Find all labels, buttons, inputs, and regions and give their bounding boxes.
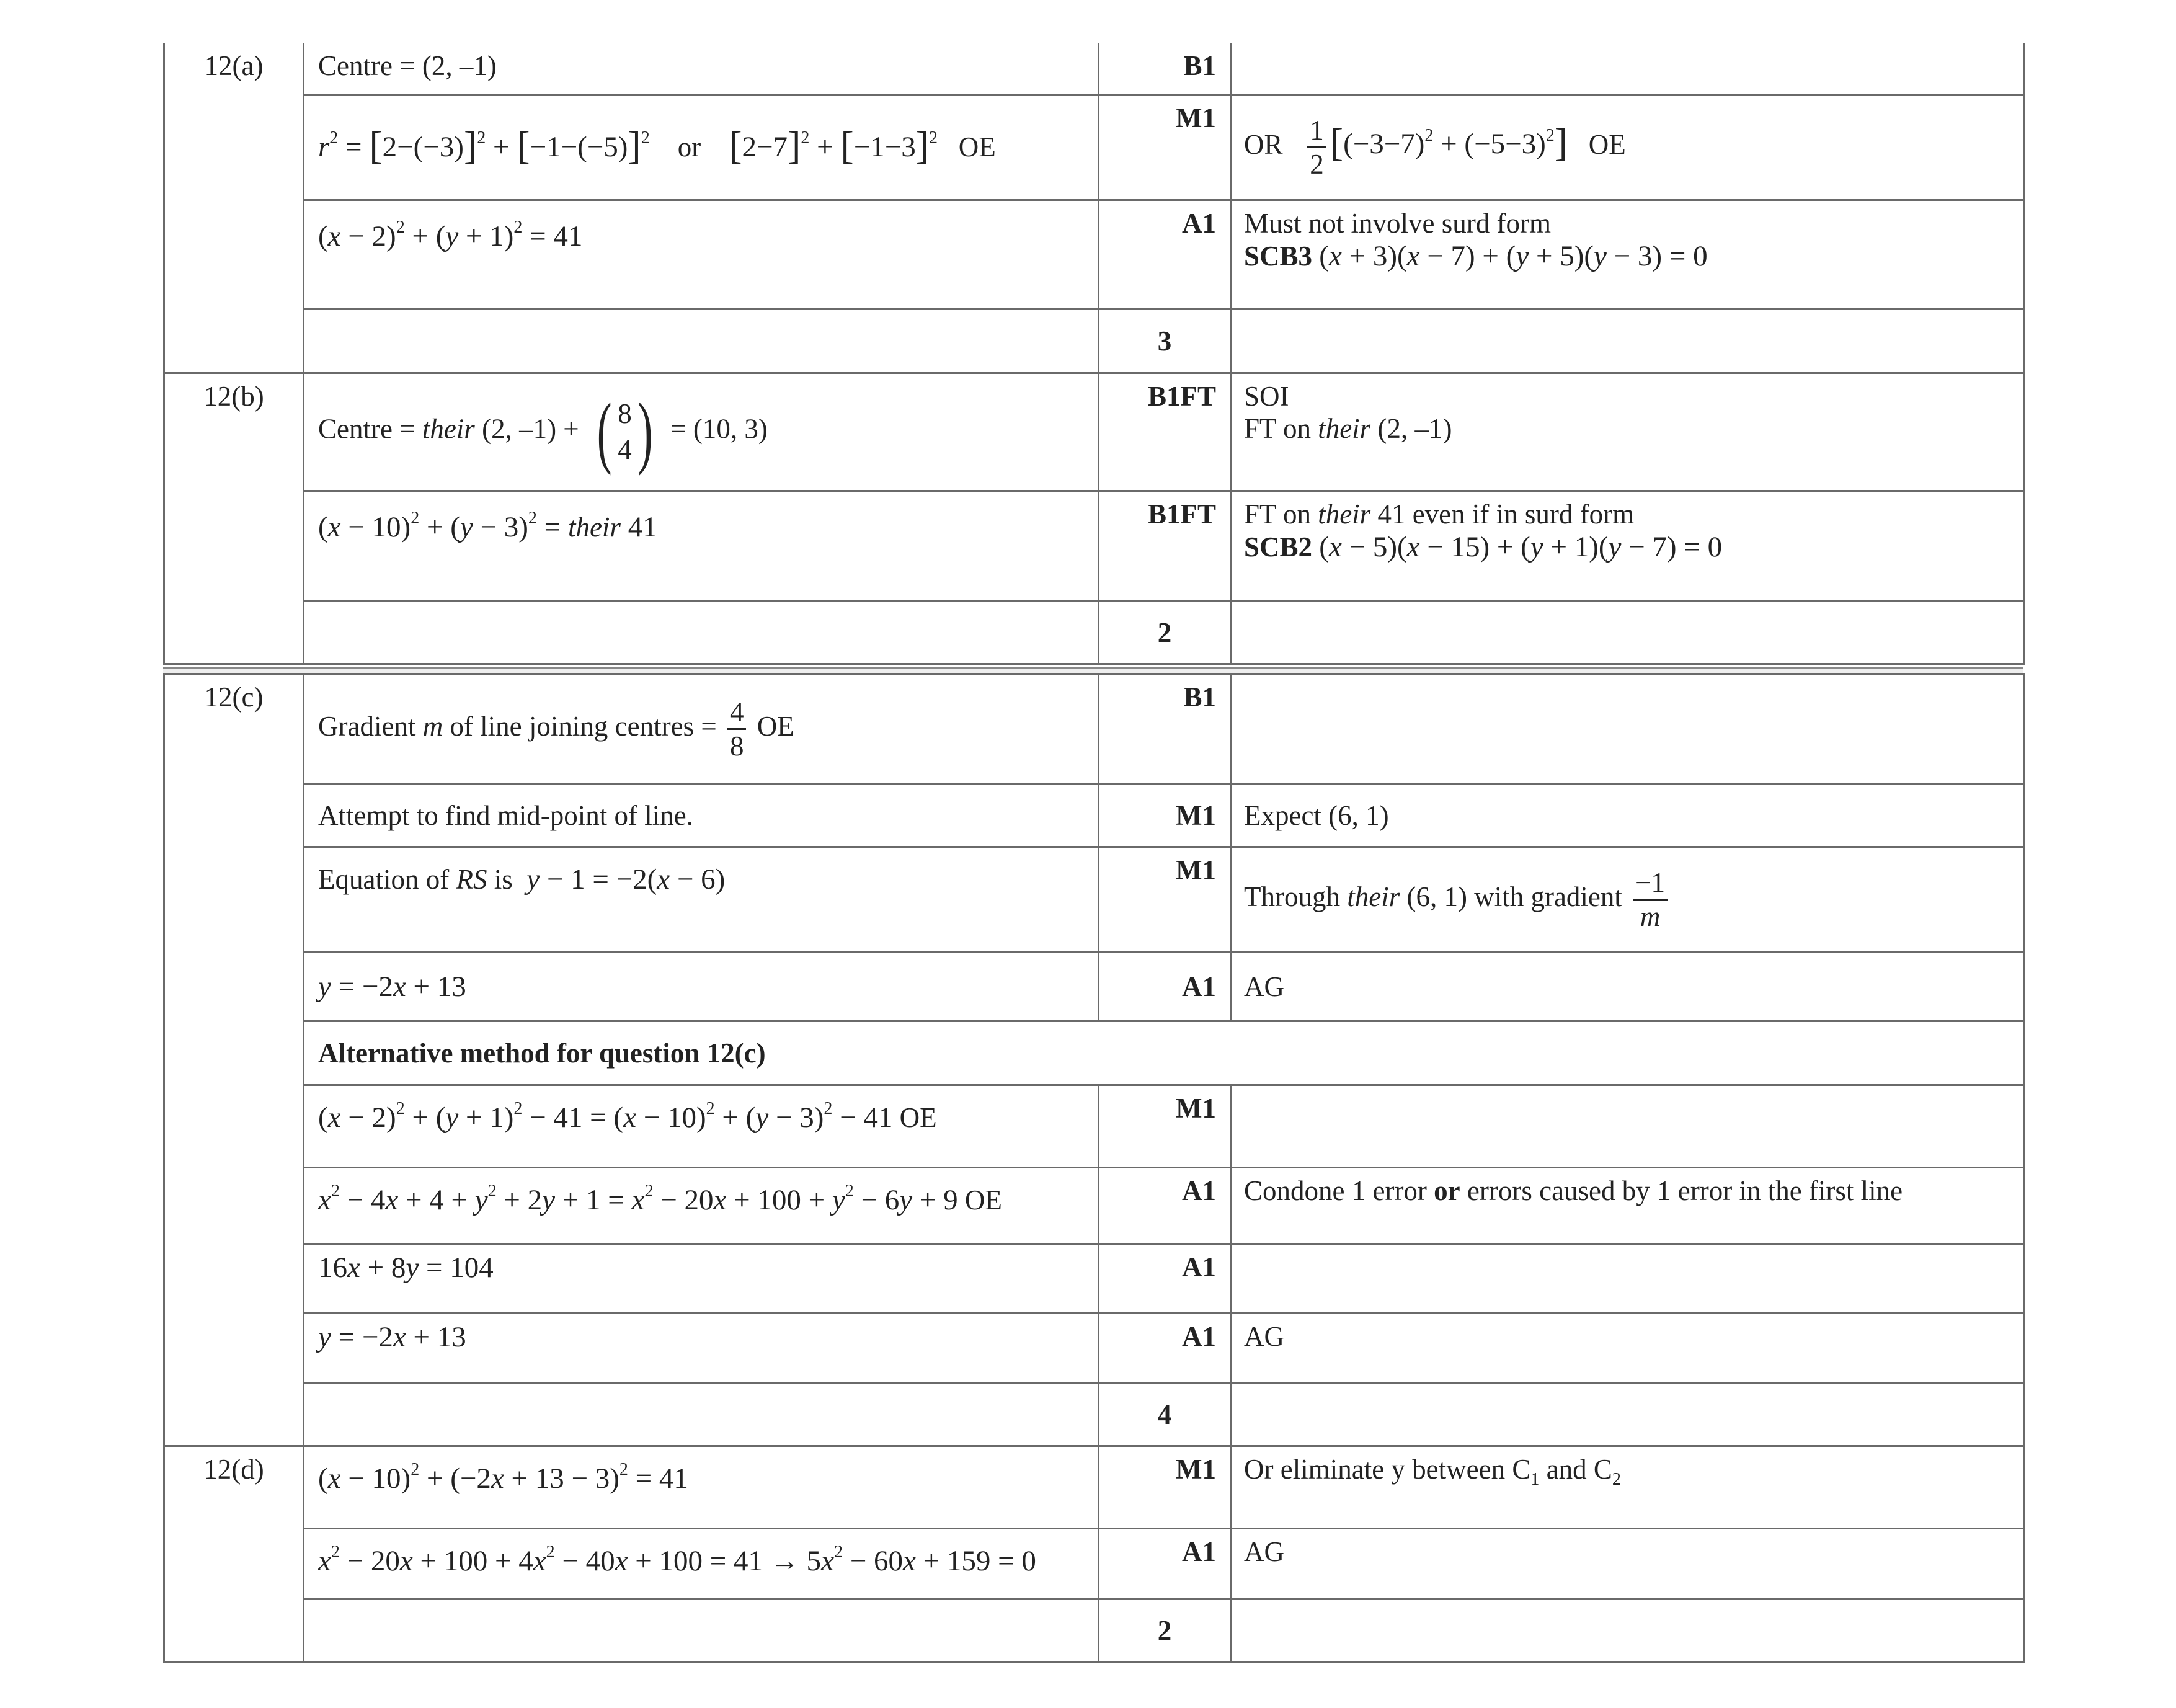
their-word: their [422,413,475,445]
guidance-cell-empty [1231,601,2025,664]
table-row [164,1085,2025,1168]
answer-cell [304,200,1099,309]
table-row [164,601,2025,664]
mark-cell: A1 [1099,1244,1231,1314]
answer-cell [304,1085,1099,1168]
guidance-cell-empty [1231,1085,2025,1168]
special-case-label: SCB3 [1244,240,1313,272]
answer-cell [304,1168,1099,1244]
guidance-text: FT on their 41 even if in surd form [1244,498,1635,530]
math-expression: y = −2x + 13 [318,1321,466,1353]
oe-label: OE [1588,128,1626,160]
table-row [164,309,2025,373]
mark-cell: M1 [1099,847,1231,953]
math-expression: (x − 5)(x − 15) + (y + 1)(y − 7) = 0 [1319,530,1723,563]
mark-cell: M1 [1099,1085,1231,1168]
table-row [164,785,2025,847]
question-label-12c: 12(c) [164,674,304,1446]
mark-cell: B1 [1099,674,1231,785]
total-marks: 2 [1099,601,1231,664]
answer-cell [304,1529,1099,1599]
math-expression: $(x - 2)^2 + (y + 1)^2 = 41$ [318,217,583,252]
mark-scheme-table-part1 [163,43,2025,665]
mark-cell: A1 [1099,200,1231,309]
guidance-cell: AG [1231,1314,2025,1383]
math-expression: $r^2 = [2-(-3)]^2 + [-1-(-5)]^2$ [318,123,650,167]
mark-scheme-table-part2 [163,673,2025,1663]
table-row [164,1168,2025,1244]
mark-cell: A1 [1099,1168,1231,1244]
answer-cell [304,1446,1099,1529]
answer-cell-empty [304,309,1099,373]
total-marks: 3 [1099,309,1231,373]
guidance-cell: AG [1231,1529,2025,1599]
math-expression: $(x - 2)^2 + (y + 1)^2 - 41 = (x - 10)^2 + (y - 3)^2 - 41$ [318,1099,893,1134]
oe-label: OE [964,1185,1002,1216]
guidance-cell [1231,373,2025,491]
line-rs: RS [456,864,487,895]
guidance-cell: Or eliminate y between $C_1$ and $C_2$ [1231,1446,2025,1529]
special-case-line [1244,239,2010,273]
answer-cell [304,373,1099,491]
answer-cell-empty [304,1599,1099,1662]
guidance-cell [1231,200,2025,309]
question-label-12a: 12(a) [164,43,304,373]
guidance-cell: AG [1231,953,2025,1021]
table-row [164,847,2025,953]
answer-text: = (10, 3) [670,413,768,445]
table-row [164,94,2025,200]
answer-cell: Gradient m of line joining centres = $\frac{4}{8}$ OE [304,674,1099,785]
guidance-cell [1231,43,2025,94]
guidance-cell: Expect (6, 1) [1231,785,2025,847]
math-expression: y = −2x + 13 [318,971,466,1003]
guidance-cell [1231,491,2025,601]
vector-top: 8 [618,398,632,429]
table-row [164,1383,2025,1446]
special-case-line [1244,530,2010,564]
guidance-cell-empty [1231,1383,2025,1446]
table-row [164,1446,2025,1529]
mark-cell: B1FT [1099,373,1231,491]
math-expression: (x + 3)(x − 7) + (y + 5)(y − 3) = 0 [1319,239,1708,272]
answer-text: Centre = [318,413,422,445]
fraction-neg-reciprocal: $\frac{-1}{m}$ [1633,866,1668,933]
question-label-12b: 12(b) [164,373,304,664]
guidance-text: Must not involve surd form [1244,207,1551,239]
gradient-symbol: m [422,710,443,742]
guidance-text: SOI [1244,380,1289,412]
guidance-cell-empty [1231,674,2025,785]
question-label-12d: 12(d) [164,1446,304,1662]
math-expression: $(x - 10)^2 + (y - 3)^2$ = [318,508,568,543]
mark-cell: M1 [1099,1446,1231,1529]
math-expression: y − 1 = −2(x − 6) [526,863,726,896]
guidance-cell: Condone 1 error or errors caused by 1 error in the first line [1231,1168,2025,1244]
math-expression: 16x + 8y = 104 [318,1252,494,1284]
table-row [164,200,2025,309]
fraction-half: $\frac{1}{2}$ [1307,114,1326,180]
column-vector: ( 8 4) [597,387,653,476]
table-row [164,1599,2025,1662]
alternative-method-heading: Alternative method for question 12(c) [304,1021,2025,1085]
table-row [164,373,2025,491]
their-word: their [567,511,621,543]
guidance-cell-empty [1231,1244,2025,1314]
math-expression: $x^2 - 4x + 4 + y^2 + 2y + 1 = x^2 - 20x + 100 + y^2 - 6y + 9$ [318,1181,958,1216]
mark-cell: M1 [1099,94,1231,200]
oe-label: OE [757,710,794,742]
bold-or: or [1434,1175,1460,1206]
answer-text: Centre = (2, –1) [318,50,497,81]
table-row [164,674,2025,785]
answer-cell: $(x - 10)^2 + (y - 3)^2$ = their 41 [304,491,1099,601]
table-row [164,953,2025,1021]
mark-cell: M1 [1099,785,1231,847]
table-row [164,1021,2025,1085]
answer-cell: Attempt to find mid-point of line. [304,785,1099,847]
math-expression: $[(-3-7)^2 + (-5-3)^2]$ [1330,120,1568,165]
or-label: OR [1244,128,1283,160]
guidance-cell: Through their (6, 1) with gradient $\frac{-1}{m}$ [1231,847,2025,953]
answer-text: (2, –1) + [474,413,586,445]
guidance-cell-empty [1231,1599,2025,1662]
vector-bottom: 4 [618,434,632,465]
answer-cell [304,953,1099,1021]
table-row [164,491,2025,601]
guidance-cell-empty [1231,309,2025,373]
answer-cell-empty [304,1383,1099,1446]
mark-cell: A1 [1099,953,1231,1021]
guidance-cell [1231,94,2025,200]
math-expression: $(x - 10)^2 + (-2x + 13 - 3)^2 = 41$ [318,1460,688,1495]
mark-cell: A1 [1099,1314,1231,1383]
table-row [164,43,2025,94]
table-row [164,1529,2025,1599]
answer-cell [304,1244,1099,1314]
total-marks: 4 [1099,1383,1231,1446]
answer-cell [304,1314,1099,1383]
mark-cell: A1 [1099,1529,1231,1599]
oe-label: OE [958,131,996,162]
answer-cell: Equation of RS is y − 1 = −2(x − 6) [304,847,1099,953]
guidance-text: FT on their (2, –1) [1244,412,1452,444]
math-expression: $x^2 - 20x + 100 + 4x^2 - 40x + 100 = 41 \to 5x^2 - 60x + 159 = 0$ [318,1542,1036,1577]
special-case-label: SCB2 [1244,531,1313,563]
answer-cell [304,43,1099,94]
mark-cell: B1 [1099,43,1231,94]
answer-cell [304,94,1099,200]
table-row [164,1244,2025,1314]
mark-cell: B1FT [1099,491,1231,601]
answer-cell-empty [304,601,1099,664]
oe-label: OE [899,1102,937,1133]
math-expression: $[2-7]^2 + [-1-3]^2$ [729,123,938,167]
or-word: or [677,131,701,162]
fraction-four-eighths: $\frac{4}{8}$ [727,696,747,762]
table-row [164,1314,2025,1383]
total-marks: 2 [1099,1599,1231,1662]
